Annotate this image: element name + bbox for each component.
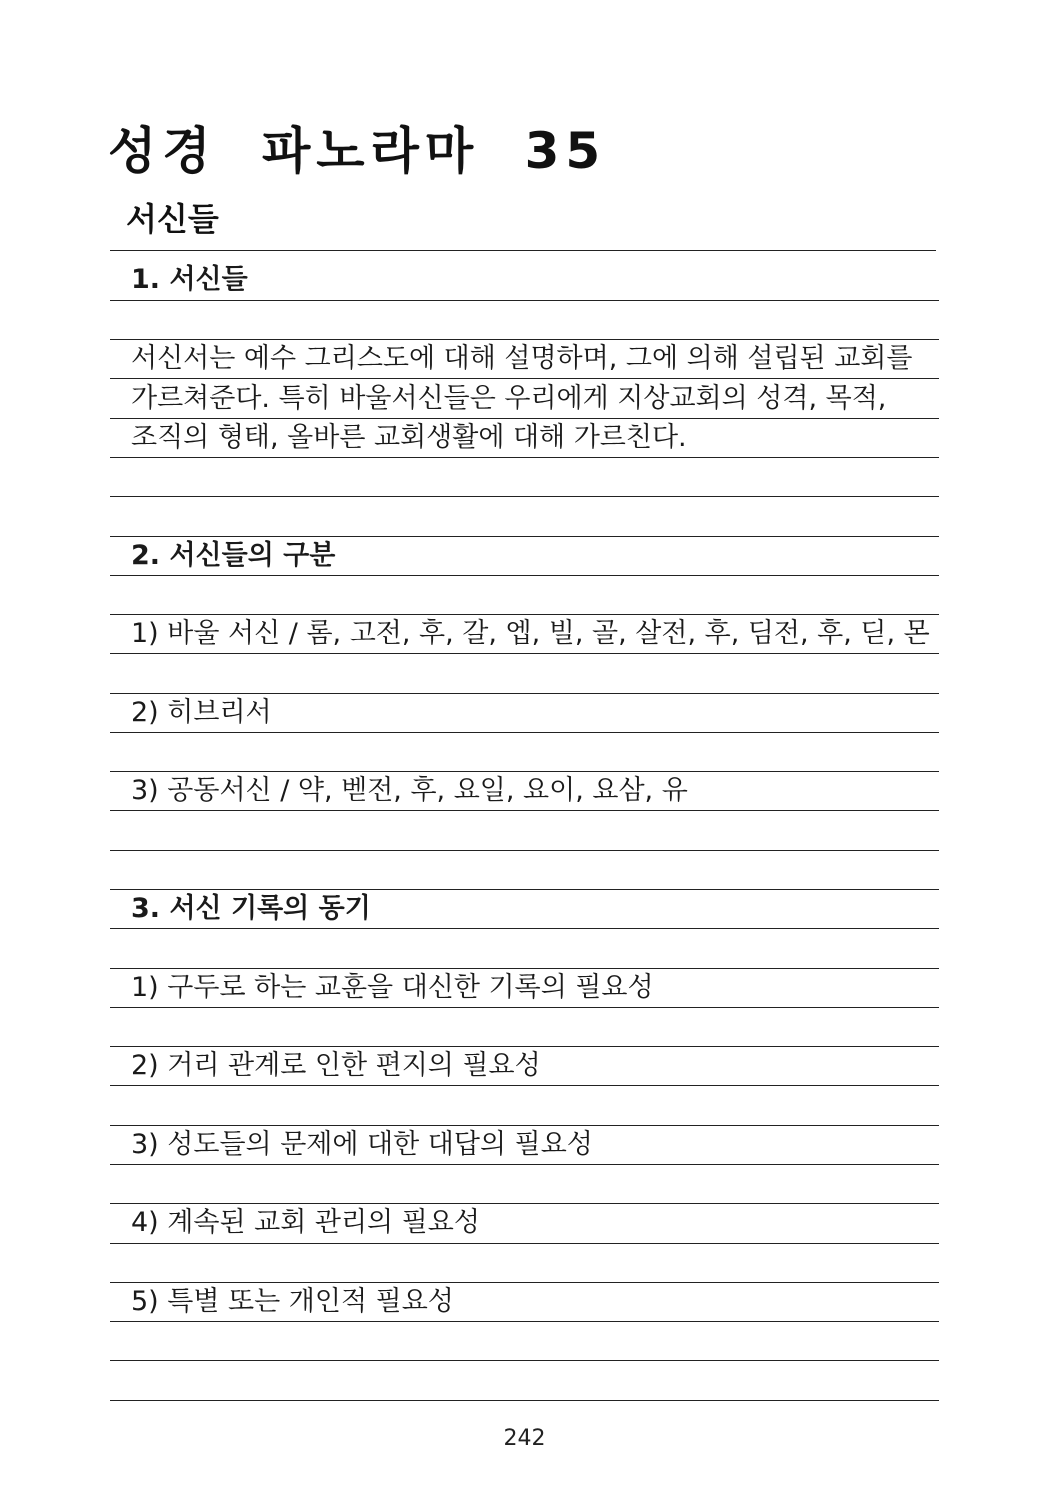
ruled-line	[110, 378, 939, 379]
page-number: 242	[503, 1426, 546, 1451]
section-heading: 3. 서신 기록의 동기	[131, 893, 371, 924]
ruled-line	[110, 1243, 939, 1244]
ruled-line	[110, 418, 939, 419]
ruled-line	[110, 614, 939, 615]
page-subtitle: 서신들	[126, 200, 219, 238]
ruled-line	[110, 928, 939, 929]
ruled-line	[110, 575, 939, 576]
ruled-line	[110, 1046, 939, 1047]
paragraph-line: 서신서는 예수 그리스도에 대해 설명하며, 그에 의해 설립된 교회를	[131, 343, 913, 374]
list-item: 1) 구두로 하는 교훈을 대신한 기록의 필요성	[131, 972, 654, 1003]
ruled-line	[110, 1203, 939, 1204]
list-item: 1) 바울 서신 / 롬, 고전, 후, 갈, 엡, 빌, 골, 살전, 후, 딤전, 후, 딛, 몬	[131, 618, 930, 649]
ruled-line	[110, 496, 939, 497]
ruled-line	[110, 1321, 939, 1322]
paragraph-line: 가르쳐준다. 특히 바울서신들은 우리에게 지상교회의 성격, 목적,	[131, 383, 887, 414]
section-heading: 1. 서신들	[131, 264, 248, 295]
ruled-line	[110, 810, 939, 811]
ruled-line	[110, 732, 939, 733]
list-item: 3) 성도들의 문제에 대한 대답의 필요성	[131, 1129, 593, 1160]
ruled-line	[110, 1007, 939, 1008]
ruled-line	[110, 536, 939, 537]
ruled-line	[110, 653, 939, 654]
ruled-line	[110, 1164, 939, 1165]
ruled-line	[110, 339, 939, 340]
section-heading: 2. 서신들의 구분	[131, 540, 336, 571]
ruled-line	[110, 457, 939, 458]
list-item: 5) 특별 또는 개인적 필요성	[131, 1286, 454, 1317]
ruled-line	[110, 1125, 939, 1126]
ruled-line	[110, 300, 939, 301]
ruled-line	[110, 1282, 939, 1283]
ruled-line	[110, 850, 939, 851]
ruled-line	[110, 968, 939, 969]
list-item: 2) 히브리서	[131, 697, 272, 728]
page-title: 성경 파노라마 35	[108, 122, 607, 180]
ruled-line	[110, 771, 939, 772]
ruled-line	[110, 889, 939, 890]
ruled-line	[110, 1360, 939, 1361]
list-item: 4) 계속된 교회 관리의 필요성	[131, 1207, 480, 1238]
ruled-line	[110, 1085, 939, 1086]
list-item: 3) 공동서신 / 약, 벧전, 후, 요일, 요이, 요삼, 유	[131, 775, 688, 806]
paragraph-line: 조직의 형태, 올바른 교회생활에 대해 가르친다.	[131, 422, 687, 453]
list-item: 2) 거리 관계로 인한 편지의 필요성	[131, 1050, 541, 1081]
ruled-line	[110, 1400, 939, 1401]
ruled-line	[110, 250, 936, 251]
ruled-line	[110, 693, 939, 694]
